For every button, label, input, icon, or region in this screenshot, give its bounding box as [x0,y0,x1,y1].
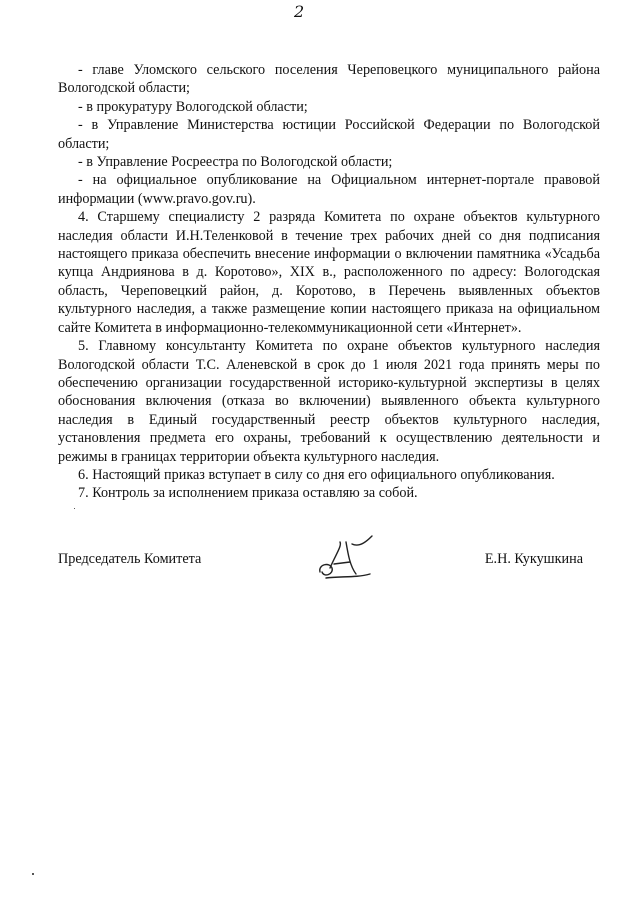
order-clause-6: 6. Настоящий приказ вступает в силу со дня его официального опубликования. [78,466,555,483]
signatory-name: Е.Н. Кукушкина [484,551,583,567]
handwritten-signature [310,534,380,584]
recipient-item: - в Управление Министерства юстиции Российской Федерации по Вологодской области; [58,117,600,152]
order-clause-7: 7. Контроль за исполнением приказа оставляю за собой. [78,485,418,502]
signature-block [58,546,583,586]
recipient-item: - в прокуратуру Вологодской области; [78,98,308,115]
recipient-item: - в Управление Росреестра по Вологодской области; [78,154,393,171]
signatory-position: Председатель Комитета [58,551,202,567]
page-number: 2 [294,2,305,21]
document-body [58,61,600,503]
recipient-item: - главе Уломского сельского поселения Череповецкого муниципального района Вологодской области; [58,62,600,97]
scan-speck [32,873,34,875]
order-clause-5: 5. Главному консультанту Комитета по охране объектов культурного наследия Вологодской области Т.С. Аленевской в срок до 1 июля 2021 года принять меры по обеспечению организации государственной историко-культурной экспертизы в целях обоснования включения (отказа во включении) выявленного объекта культурного наследия в Единый государственный реестр объектов культурного наследия, установления предмета его охраны, требований к осуществлению деятельности и режимы в границах территории объекта культурного наследия. [58,338,600,465]
order-clause-4: 4. Старшему специалисту 2 разряда Комитета по охране объектов культурного наследия области И.Н.Теленковой в течение трех рабочих дней со дня подписания настоящего приказа обеспечить внесение информации о включении памятника «Усадьба купца Андриянова в д. Коротово», XIX в., расположенного по адресу: Вологодская область, Череповецкий район, д. Коротово, в Перечень выявленных объектов культурного наследия, а также размещение копии настоящего приказа на официальном сайте Комитета в информационно-телекоммуникационной сети «Интернет». [58,209,600,336]
recipient-item: - на официальное опубликование на Официальном интернет-портале правовой информации (www.pravo.gov.ru). [58,172,600,207]
scan-speck [74,508,75,509]
